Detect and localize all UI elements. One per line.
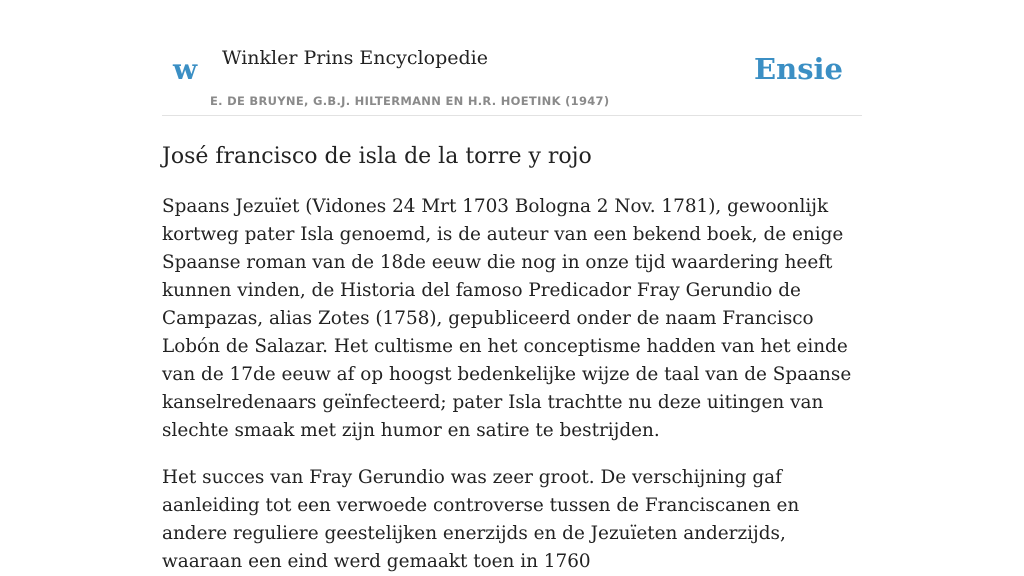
brand-logo[interactable]: Ensie [754,52,843,86]
article-paragraph: Spaans Jezuïet (Vidones 24 Mrt 1703 Bologna 2 Nov. 1781), gewoonlijk kortweg pater Isla genoemd, is de auteur van een bekend boek, de enige Spaanse roman van de 18de eeuw die nog in onze tijd waardering heeft kunnen vinden, de Historia del famoso Predicador Fray Gerundio de Campazas, alias Zotes (1758), gepubliceerd onder de naam Francisco Lobón de Salazar. Het cultisme en het conceptisme hadden van het einde van de 17de eeuw af op hoogst bedenkelijke wijze de taal van de Spaanse kanselredenaars geïnfecteerd; pater Isla trachtte nu deze uitingen van slechte smaak met zijn humor en satire te bestrijden. [162,196,852,441]
publication-logo-icon[interactable]: w [173,53,198,86]
header [162,0,862,116]
publication-authors: E. DE BRUYNE, G.B.J. HILTERMANN EN H.R. HOETINK (1947) [210,94,610,108]
publication-title[interactable]: Winkler Prins Encyclopedie [222,47,488,69]
article-title: José francisco de isla de la torre y rojo [162,144,592,169]
article-paragraph: Het succes van Fray Gerundio was zeer groot. De verschijning gaf aanleiding tot een verwoede controverse tussen de Franciscanen en andere reguliere geestelijken enerzijds en de Jezuïeten anderzijds, waaraan een eind werd gemaakt toen in 1760 [162,467,800,572]
page [162,0,862,576]
